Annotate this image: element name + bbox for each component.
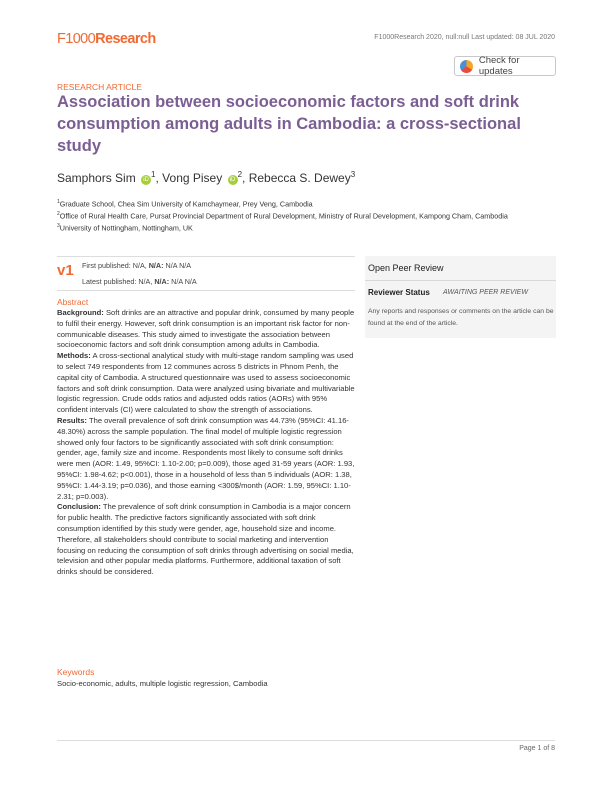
latest-published-tail: N/A N/A	[171, 277, 197, 286]
author-name[interactable]: Samphors Sim	[57, 171, 136, 185]
latest-published-value: N/A,	[138, 277, 153, 286]
footer-divider	[57, 740, 555, 741]
first-published	[82, 261, 191, 270]
f1000research-logo[interactable]	[57, 31, 156, 47]
author-affil-sup: 1	[151, 170, 156, 179]
affiliation	[57, 223, 193, 232]
affiliation-text: Graduate School, Chea Sim University of Kamchaymear, Prey Veng, Cambodia	[59, 199, 313, 209]
abstract-section	[57, 308, 357, 351]
author-affil-sup: 3	[350, 170, 356, 179]
orcid-icon[interactable]: iD	[228, 175, 238, 185]
author-sep: ,	[155, 171, 163, 185]
first-published-value: N/A,	[132, 261, 147, 270]
divider	[57, 256, 355, 257]
author-list	[57, 170, 355, 185]
abstract-section	[57, 351, 357, 416]
abstract-section-label: Conclusion:	[57, 502, 101, 512]
open-peer-review-panel	[365, 256, 556, 338]
abstract-section	[57, 416, 357, 502]
first-published-tail: N/A N/A	[165, 261, 192, 270]
affiliation-sup: 1	[57, 199, 60, 205]
affiliation-sup: 3	[57, 223, 60, 229]
orcid-icon[interactable]: iD	[141, 175, 151, 185]
affiliation	[57, 199, 313, 208]
author-affil-sup: 2	[237, 170, 243, 179]
abstract-section-label: Methods:	[57, 351, 91, 361]
affiliation-text: Office of Rural Health Care, Pursat Provincial Department of Rural Development, Ministry of Rural Development, Kampong Cham, Cambodia	[59, 211, 508, 221]
keywords-heading: Keywords	[57, 667, 95, 677]
abstract-body	[57, 308, 357, 578]
version-label: v1	[57, 262, 74, 279]
author-sep: ,	[242, 171, 249, 185]
latest-published-label: Latest published:	[82, 277, 137, 286]
divider	[57, 290, 355, 291]
reviewer-status-label: Reviewer Status	[368, 288, 430, 297]
citation-line: F1000Research 2020, null:null Last updated: 08 JUL 2020	[374, 34, 555, 41]
latest-published	[82, 277, 197, 286]
affiliation-text: University of Nottingham, Nottingham, UK	[59, 223, 193, 233]
abstract-section-text: The prevalence of soft drink consumption in Cambodia is a major concern for public health. The predictive factors significantly associated with soft drink consumption identified by this study were gender, age, household size and income. Therefore, all stakeholders should contribute to social marketing and intervention focusing on reducing the consumption of soft drinks through advertising on social media, television and other popular media platforms. Furthermore, additional taxation of soft drinks should be considered.	[57, 502, 354, 577]
check-for-updates-label: Check for updates	[478, 55, 520, 77]
abstract-section-text: A cross-sectional analytical study with multi-stage random sampling was used to select 749 respondents from 12 communes across 5 districts in Phnom Penh, the capital city of Cambodia. A structured questionnaire was used to assess socioeconomic factors and soft drink consumption. Data were analyzed using bivariate and multivariable logistic regression. Crude odds ratios and adjusted odds ratios (AORs) with 95% confident intervals (CI) were calculated to show the strength of associations.	[57, 351, 355, 415]
abstract-section	[57, 502, 357, 578]
divider	[365, 280, 556, 281]
open-peer-review-heading: Open Peer Review	[368, 263, 444, 273]
first-published-label: First published:	[82, 261, 131, 270]
author-name[interactable]: Rebecca S. Dewey	[248, 171, 351, 185]
abstract-section-text: The overall prevalence of soft drink consumption was 44.73% (95%CI: 41.16-48.30%) across the sample population. The final model of multiple logistic regression showed only four factors to be significantly associated with soft drink consumption: gender, age, family size and income. Respondents most likely to consume soft drinks were men (AOR: 1.49, 95%CI: 1.10-2.00; p=0.009), those aged 31-59 years (AOR: 1.93, 95%CI: 1.98-4.62; p<0.001), those in a household of less than 5 individuals (AOR: 1.38, 95%CI: 1.44-3.19; p=0.036), and those earning <300$/month (AOR: 1.59, 95%CI: 1.10-2.31; p=0.003).	[57, 415, 355, 501]
first-published-bold: N/A:	[148, 261, 164, 270]
author-name[interactable]: Vong Pisey	[162, 171, 223, 185]
abstract-heading: Abstract	[57, 297, 89, 307]
abstract-section-label: Background:	[57, 308, 104, 317]
logo-research: Research	[95, 31, 156, 47]
crossmark-icon	[460, 60, 473, 73]
reviewer-status-value: AWAITING PEER REVIEW	[443, 289, 528, 296]
peer-review-note: Any reports and responses or comments on the article can be found at the end of the article.	[368, 308, 554, 327]
keywords-text: Socio-economic, adults, multiple logistic regression, Cambodia	[57, 679, 268, 688]
logo-f1000: F1000	[57, 31, 96, 47]
check-for-updates-button[interactable]	[454, 56, 556, 76]
abstract-section-text: Soft drinks are an attractive and popular drink, consumed by many people to fulfil their energy. However, soft drink consumption is an important risk factor for non-communicable diseases. This study aimed to investigate the association between socioeconomic factors and soft drink consumption among adults in Cambodia.	[57, 308, 355, 350]
article-title: Association between socioeconomic factors and soft drink consumption among adults in Cambodia: a cross-sectional study	[57, 93, 521, 155]
affiliation	[57, 211, 508, 220]
latest-published-bold: N/A:	[154, 277, 170, 286]
article-type-label: RESEARCH ARTICLE	[57, 82, 142, 92]
abstract-section-label: Results:	[57, 415, 87, 425]
affiliation-sup: 2	[57, 211, 60, 217]
page-number: Page 1 of 8	[519, 745, 555, 752]
